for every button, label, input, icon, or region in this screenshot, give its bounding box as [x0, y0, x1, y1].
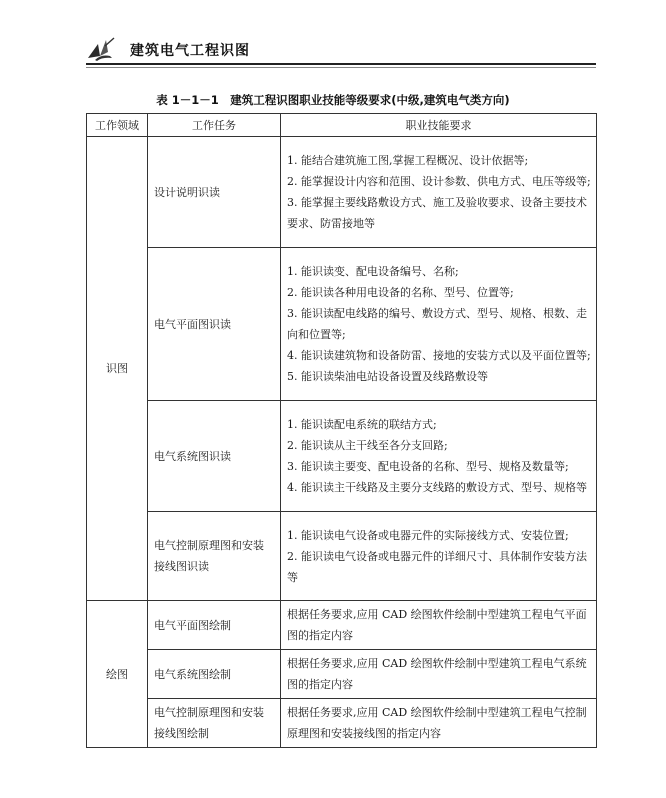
requirement-item: 1. 能识读配电系统的联结方式; [287, 418, 437, 431]
header-rule-thin [86, 67, 596, 68]
task-cell: 电气平面图识读 [148, 248, 281, 401]
requirement-cell [281, 248, 597, 401]
book-title: 建筑电气工程识图 [130, 43, 250, 59]
task-cell: 设计说明识读 [148, 137, 281, 248]
requirement-item: 2. 能识读各种用电设备的名称、型号、位置等; [287, 286, 514, 299]
book-logo-icon [86, 36, 116, 62]
requirement-item: 1. 能识读变、配电设备编号、名称; [287, 265, 459, 278]
requirement-cell [281, 601, 597, 650]
column-header-requirement: 职业技能要求 [281, 114, 597, 137]
task-cell: 电气控制原理图和安装接线图绘制 [148, 699, 281, 748]
requirement-item: 3. 能掌握主要线路敷设方式、施工及验收要求、设备主要技术要求、防雷接地等 [287, 196, 587, 230]
requirement-item: 3. 能识读主要变、配电设备的名称、型号、规格及数量等; [287, 460, 569, 473]
requirement-item: 3. 能识读配电线路的编号、敷设方式、型号、规格、根数、走向和位置等; [287, 307, 587, 341]
requirement-item: 4. 能识读主干线路及主要分支线路的敷设方式、型号、规格等 [287, 481, 587, 494]
task-cell: 电气平面图绘制 [148, 601, 281, 650]
table-row [87, 137, 597, 248]
task-cell: 电气控制原理图和安装接线图识读 [148, 512, 281, 601]
page-header [86, 34, 596, 66]
requirement-cell [281, 650, 597, 699]
table-header-row [87, 114, 597, 137]
requirement-cell [281, 699, 597, 748]
table-row [87, 601, 597, 650]
requirement-cell [281, 401, 597, 512]
requirement-item: 根据任务要求,应用 CAD 绘图软件绘制中型建筑工程电气系统图的指定内容 [287, 657, 587, 691]
requirement-item: 4. 能识读建筑物和设备防雷、接地的安装方式以及平面位置等; [287, 349, 591, 362]
requirement-item: 2. 能识读电气设备或电器元件的详细尺寸、具体制作安装方法等 [287, 549, 587, 584]
column-header-task: 工作任务 [148, 114, 281, 137]
table-row [87, 512, 597, 601]
skills-table [86, 113, 597, 748]
requirement-item: 2. 能掌握设计内容和范围、设计参数、供电方式、电压等级等; [287, 175, 591, 188]
requirement-cell [281, 512, 597, 601]
table-row [87, 650, 597, 699]
task-cell: 电气系统图识读 [148, 401, 281, 512]
header-rule [86, 63, 596, 65]
table-row [87, 248, 597, 401]
requirement-item: 1. 能识读电气设备或电器元件的实际接线方式、安装位置; [287, 528, 569, 542]
domain-cell: 绘图 [87, 601, 148, 748]
column-header-domain: 工作领域 [87, 114, 148, 137]
requirement-item: 1. 能结合建筑施工图,掌握工程概况、设计依据等; [287, 154, 529, 167]
requirement-item: 5. 能识读柴油电站设备设置及线路敷设等 [287, 370, 488, 383]
requirement-item: 根据任务要求,应用 CAD 绘图软件绘制中型建筑工程电气平面图的指定内容 [287, 608, 587, 642]
table-caption: 表 1－1－1 建筑工程识图职业技能等级要求(中级,建筑电气类方向) [156, 93, 510, 107]
table-row [87, 699, 597, 748]
requirement-cell [281, 137, 597, 248]
requirement-item: 2. 能识读从主干线至各分支回路; [287, 439, 448, 452]
domain-cell: 识图 [87, 137, 148, 601]
task-cell: 电气系统图绘制 [148, 650, 281, 699]
requirement-item: 根据任务要求,应用 CAD 绘图软件绘制中型建筑工程电气控制原理图和安装接线图的指定内容 [287, 706, 587, 740]
table-row [87, 401, 597, 512]
